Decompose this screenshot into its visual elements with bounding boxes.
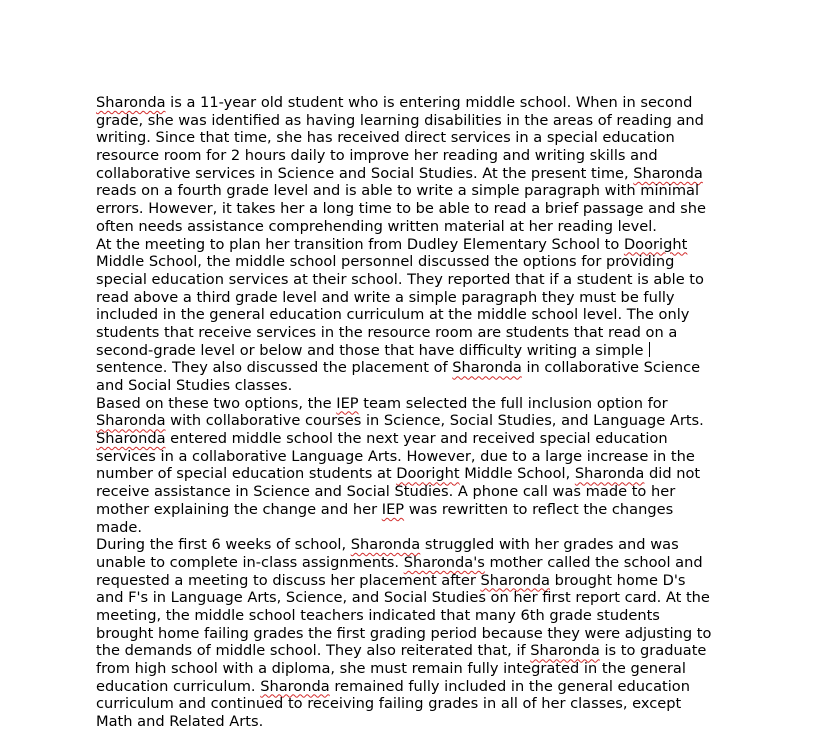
text-run: requested a meeting to discuss her placement after: [96, 571, 481, 589]
text-line: [96, 253, 726, 271]
text-line: [96, 200, 726, 218]
text-run: number of special education students at: [96, 465, 397, 483]
text-run: was rewritten to reflect the changes: [404, 500, 674, 518]
document-body[interactable]: [96, 94, 726, 731]
text-run: struggled with her grades and was: [420, 536, 679, 554]
text-run: entered middle school the next year and received special education: [165, 430, 668, 448]
misspelled-word: Sharonda: [633, 164, 703, 182]
text-line: [96, 642, 726, 660]
text-line: [96, 395, 726, 413]
misspelled-word: Sharonda: [96, 94, 166, 111]
paragraph: [96, 236, 726, 395]
misspelled-word: Dooright: [623, 235, 688, 253]
text-line: [96, 572, 726, 590]
text-run: remained fully included in the general education: [329, 677, 690, 695]
text-run: brought home D's: [550, 571, 686, 589]
text-run: is to graduate: [599, 642, 707, 660]
text-run: grade, she was identified as having learning disabilities in the areas of reading and: [96, 111, 704, 129]
text-line: [96, 660, 726, 678]
text-run: Middle School, the middle school personnel discussed the options for providing: [96, 253, 675, 271]
text-line: [96, 218, 726, 236]
text-run: and F's in Language Arts, Science, and Social Studies on her first report card. At the: [96, 589, 710, 607]
text-line: [96, 536, 726, 554]
text-run: and Social Studies classes.: [96, 377, 293, 394]
text-line: [96, 483, 726, 501]
text-line: [96, 359, 726, 377]
text-line: [96, 448, 726, 466]
text-run: often needs assistance comprehending written material at her reading level.: [96, 217, 657, 235]
text-run: is a 11-year old student who is entering middle school. When in second: [165, 94, 693, 111]
text-line: [96, 695, 726, 713]
text-run: from high school with a diploma, she must remain fully integrated in the general: [96, 660, 686, 677]
text-line: [96, 607, 726, 625]
text-line: [96, 430, 726, 448]
text-run: Based on these two options, the: [96, 394, 337, 412]
text-line: [96, 289, 726, 307]
text-run: curriculum and continued to receiving failing grades in all of her classes, except: [96, 695, 682, 713]
misspelled-word: Dooright: [396, 465, 460, 483]
text-run: did not: [644, 465, 701, 483]
text-line: [96, 554, 726, 572]
text-line: [96, 501, 726, 519]
text-line: [96, 589, 726, 607]
text-line: [96, 129, 726, 147]
misspelled-word: Sharonda: [96, 412, 166, 430]
text-line: [96, 271, 726, 289]
text-run: errors. However, it takes her a long time to be able to read a brief passage and she: [96, 200, 707, 218]
misspelled-word: Sharonda: [96, 430, 166, 448]
text-run: students that receive services in the resource room are students that read on a: [96, 323, 678, 341]
text-run: made.: [96, 518, 143, 536]
text-run: education curriculum.: [96, 677, 261, 695]
text-run: special education services at their school. They reported that if a student is able to: [96, 270, 704, 288]
text-run: Math and Related Arts.: [96, 713, 264, 731]
text-run: receive assistance in Science and Social Studies. A phone call was made to her: [96, 483, 676, 501]
misspelled-word: IEP: [381, 500, 405, 518]
text-line: [96, 412, 726, 430]
text-run: resource room for 2 hours daily to improve her reading and writing skills and: [96, 147, 658, 165]
text-line: [96, 112, 726, 130]
text-run: sentence. They also discussed the placement of: [96, 359, 453, 377]
text-line: [96, 625, 726, 643]
paragraph: [96, 536, 726, 731]
text-run: At the meeting to plan her transition from Dudley Elementary School to: [96, 235, 624, 253]
text-line: [96, 678, 726, 696]
text-line: [96, 377, 726, 395]
misspelled-word: Sharonda: [480, 571, 550, 589]
text-line: [96, 165, 726, 183]
text-run: During the first 6 weeks of school,: [96, 536, 351, 554]
text-run: mother explaining the change and her: [96, 500, 382, 518]
misspelled-word: Sharonda: [350, 536, 421, 554]
text-run: second-grade level or below and those that have difficulty writing a simple: [96, 341, 649, 359]
misspelled-word: Sharonda's: [403, 553, 485, 571]
text-run: brought home failing grades the first grading period because they were adjusting to: [96, 624, 712, 642]
text-run: collaborative services in Science and Social Studies. At the present time,: [96, 164, 634, 182]
text-cursor: [649, 342, 650, 357]
text-run: unable to complete in-class assignments.: [96, 553, 404, 571]
text-line: [96, 519, 726, 537]
text-line: [96, 324, 726, 342]
text-line: [96, 147, 726, 165]
text-line: [96, 306, 726, 324]
text-run: the demands of middle school. They also reiterated that, if: [96, 642, 531, 660]
misspelled-word: Sharonda: [530, 642, 600, 660]
text-run: with collaborative courses in Science, Social Studies, and Language Arts.: [165, 412, 704, 430]
text-run: meeting, the middle school teachers indicated that many 6th grade students: [96, 606, 660, 624]
text-line: [96, 94, 726, 112]
text-run: services in a collaborative Language Arts. However, due to a large increase in the: [96, 447, 695, 465]
misspelled-word: Sharonda: [260, 677, 330, 695]
text-line: [96, 713, 726, 731]
misspelled-word: IEP: [336, 394, 359, 412]
text-run: Middle School,: [459, 465, 575, 483]
misspelled-word: Sharonda: [452, 359, 522, 377]
text-run: included in the general education curriculum at the middle school level. The only: [96, 306, 690, 324]
text-run: read above a third grade level and write a simple paragraph they must be fully: [96, 288, 675, 306]
misspelled-word: Sharonda: [574, 465, 645, 483]
text-run: reads on a fourth grade level and is able to write a simple paragraph with minimal: [96, 182, 700, 200]
text-run: mother called the school and: [484, 553, 703, 571]
paragraph: [96, 94, 726, 236]
text-run: in collaborative Science: [521, 359, 701, 377]
paragraph: [96, 395, 726, 537]
text-run: writing. Since that time, she has received direct services in a special education: [96, 129, 675, 147]
text-line: [96, 465, 726, 483]
text-line: [96, 182, 726, 200]
text-run: team selected the full inclusion option for: [358, 394, 668, 412]
text-line: [96, 342, 726, 360]
text-line: [96, 236, 726, 254]
